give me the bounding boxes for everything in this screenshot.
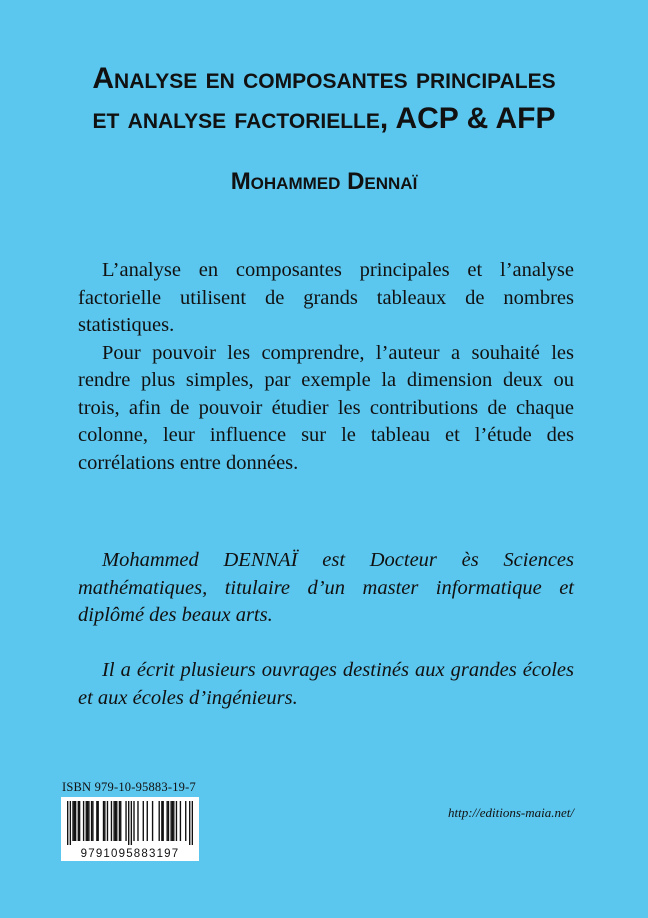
barcode-bar (137, 801, 138, 841)
author-bio (78, 547, 574, 630)
barcode-bar (70, 801, 71, 845)
barcode-bar (103, 801, 104, 841)
barcode-bar (152, 801, 153, 841)
barcode-bar (92, 801, 93, 841)
barcode-bar (120, 801, 121, 841)
publisher-website: http://editions-maia.net/ (447, 805, 574, 820)
barcode-bar (72, 801, 73, 841)
barcode-bar (75, 801, 76, 841)
barcode-bar (111, 801, 112, 841)
barcode-bar (172, 801, 173, 841)
barcode-bar (115, 801, 116, 841)
barcode-bar (161, 801, 162, 841)
book-title-line-1: Analyse en composantes principales (92, 62, 556, 95)
summary-paragraph: L’analyse en composantes principales et l’analyse factorielle utilisent de grands tableaux de nombres statistiques. (78, 259, 574, 336)
barcode-bars (67, 801, 193, 845)
barcode-bar (166, 801, 167, 841)
barcode-bar (131, 801, 132, 845)
barcode (61, 797, 199, 861)
barcode-bar (96, 801, 97, 841)
barcode-bar (168, 801, 169, 841)
book-summary (78, 257, 574, 477)
isbn-label: ISBN 979-10-95883-19-7 (62, 780, 196, 794)
barcode-bar (185, 801, 186, 841)
barcode-bar (88, 801, 89, 841)
summary-paragraph: Pour pouvoir les comprendre, l’auteur a souhaité les rendre plus simples, par exemple la dimension deux ou trois, afin de pouvoir étudier les contributions de chaque colonne, leur influence sur le tableau et l’étude des corrélations entre données. (78, 341, 574, 474)
barcode-bar (119, 801, 120, 841)
barcode-bar (113, 801, 114, 841)
barcode-bar (162, 801, 163, 841)
barcode-bar (170, 801, 171, 841)
barcode-bar (159, 801, 160, 841)
barcode-bar (107, 801, 108, 841)
barcode-bar (67, 801, 68, 845)
barcode-bar (180, 801, 181, 841)
barcode-bar (83, 801, 84, 841)
barcode-bar (91, 801, 92, 841)
barcode-bar (116, 801, 117, 841)
barcode-bar (86, 801, 87, 841)
barcode-bar (176, 801, 177, 841)
barcode-digits: 9791095883197 (80, 848, 180, 860)
barcode-bar (147, 801, 148, 841)
barcode-bar (104, 801, 105, 841)
barcode-bar (79, 801, 80, 841)
book-title-line-2: et analyse factorielle, ACP & AFP (92, 102, 556, 135)
barcode-bar (192, 801, 193, 845)
barcode-bar (189, 801, 190, 845)
bio-paragraph: Mohammed DENNAÏ est Docteur ès Sciences mathématiques, titulaire d’un master informatique et diplômé des beaux arts. (78, 549, 574, 626)
barcode-bar (78, 801, 79, 841)
bio-paragraph: Il a écrit plusieurs ouvrages destinés aux grandes écoles et aux écoles d’ingénieurs. (78, 659, 574, 709)
author-works (78, 657, 574, 712)
barcode-bar (87, 801, 88, 841)
barcode-bar (143, 801, 144, 841)
author-name: Mohammed Dennaï (230, 168, 418, 195)
barcode-bar (125, 801, 126, 841)
barcode-bar (133, 801, 134, 841)
barcode-bar (173, 801, 174, 841)
barcode-bar (74, 801, 75, 841)
barcode-bar (128, 801, 129, 845)
barcode-bar (98, 801, 99, 841)
